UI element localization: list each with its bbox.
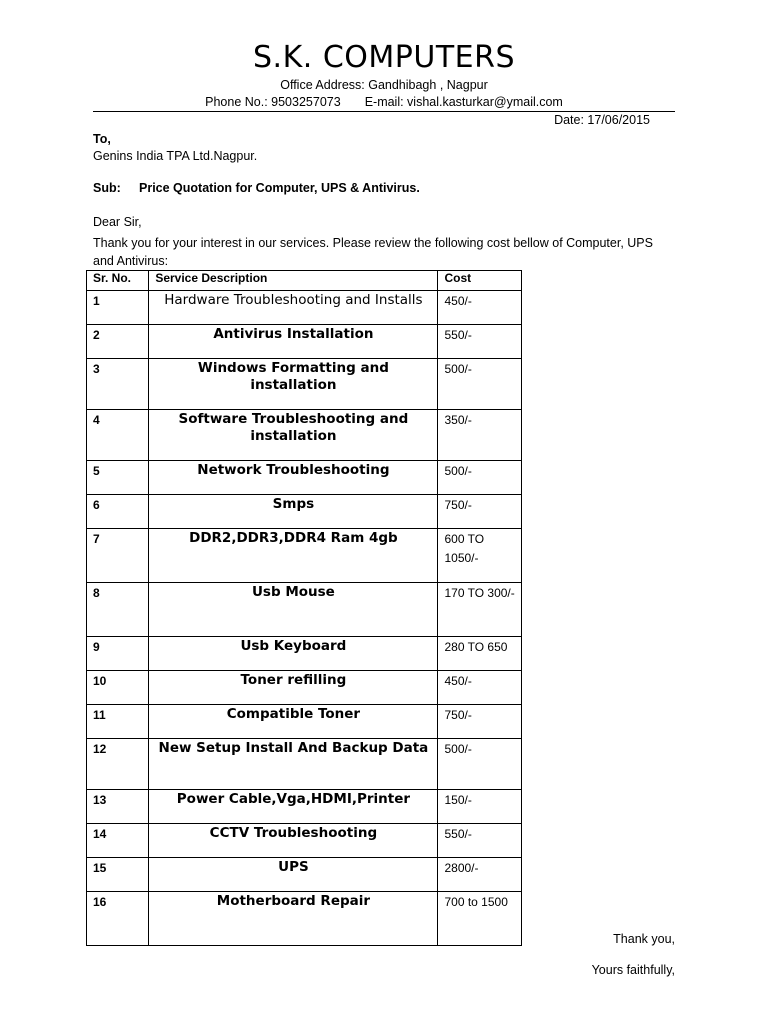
row-sr-no: 12: [87, 739, 149, 790]
row-sr-no: 3: [87, 359, 149, 410]
header-sr-no: Sr. No.: [87, 271, 149, 291]
row-description: Network Troubleshooting: [149, 461, 438, 495]
row-cost: 700 to 1500: [438, 892, 522, 946]
closing-signoff: Yours faithfully,: [591, 963, 675, 977]
closing-thanks: Thank you,: [613, 932, 675, 946]
table-row: [87, 583, 522, 637]
row-cost: 150/-: [438, 790, 522, 824]
row-description: UPS: [149, 858, 438, 892]
table-row: [87, 790, 522, 824]
row-sr-no: 15: [87, 858, 149, 892]
row-cost: 600 TO 1050/-: [438, 529, 522, 583]
table-row: [87, 739, 522, 790]
table-row: [87, 824, 522, 858]
table-row: [87, 410, 522, 461]
subject-line: [93, 181, 420, 195]
row-description: Compatible Toner: [149, 705, 438, 739]
phone-number: Phone No.: 9503257073: [205, 95, 341, 109]
company-title: S.K. COMPUTERS: [253, 40, 515, 75]
row-cost: 2800/-: [438, 858, 522, 892]
row-cost: 170 TO 300/-: [438, 583, 522, 637]
to-label: To,: [93, 132, 111, 146]
subject-text: Price Quotation for Computer, UPS & Antivirus.: [139, 181, 420, 195]
row-description: Usb Keyboard: [149, 637, 438, 671]
row-cost: 500/-: [438, 739, 522, 790]
recipient: Genins India TPA Ltd.Nagpur.: [93, 149, 258, 163]
contact-line: [0, 95, 768, 109]
row-cost: 550/-: [438, 824, 522, 858]
row-description: Power Cable,Vga,HDMI,Printer: [149, 790, 438, 824]
row-description: Hardware Troubleshooting and Installs: [149, 291, 438, 325]
row-sr-no: 14: [87, 824, 149, 858]
row-description: CCTV Troubleshooting: [149, 824, 438, 858]
row-sr-no: 4: [87, 410, 149, 461]
table-row: [87, 529, 522, 583]
table-row: [87, 325, 522, 359]
row-sr-no: 2: [87, 325, 149, 359]
table-row: [87, 637, 522, 671]
table-header-row: [87, 271, 522, 291]
row-description: Usb Mouse: [149, 583, 438, 637]
row-sr-no: 10: [87, 671, 149, 705]
row-sr-no: 8: [87, 583, 149, 637]
row-description: Software Troubleshooting and installation: [149, 410, 438, 461]
row-cost: 350/-: [438, 410, 522, 461]
row-cost: 550/-: [438, 325, 522, 359]
office-address: Office Address: Gandhibagh , Nagpur: [280, 78, 488, 92]
row-cost: 500/-: [438, 461, 522, 495]
row-sr-no: 5: [87, 461, 149, 495]
row-description: Smps: [149, 495, 438, 529]
table-row: [87, 291, 522, 325]
letter-date: Date: 17/06/2015: [554, 113, 650, 127]
row-sr-no: 1: [87, 291, 149, 325]
subject-label: Sub:: [93, 181, 121, 195]
salutation: Dear Sir,: [93, 215, 142, 229]
header-divider: [93, 111, 675, 112]
row-cost: 500/-: [438, 359, 522, 410]
row-description: New Setup Install And Backup Data: [149, 739, 438, 790]
row-sr-no: 9: [87, 637, 149, 671]
header-service-description: Service Description: [149, 271, 438, 291]
row-description: Motherboard Repair: [149, 892, 438, 946]
table-row: [87, 892, 522, 946]
row-description: Toner refilling: [149, 671, 438, 705]
row-cost: 450/-: [438, 291, 522, 325]
row-description: Windows Formatting and installation: [149, 359, 438, 410]
row-cost: 750/-: [438, 705, 522, 739]
row-sr-no: 6: [87, 495, 149, 529]
row-cost: 750/-: [438, 495, 522, 529]
table-row: [87, 359, 522, 410]
table-row: [87, 705, 522, 739]
table-row: [87, 671, 522, 705]
table-row: [87, 858, 522, 892]
email-address: E-mail: vishal.kasturkar@ymail.com: [364, 95, 563, 109]
quotation-table: [86, 270, 522, 946]
intro-paragraph: Thank you for your interest in our services. Please review the following cost bellow of Computer, UPS and Antivirus:: [93, 236, 653, 268]
row-description: DDR2,DDR3,DDR4 Ram 4gb: [149, 529, 438, 583]
row-cost: 280 TO 650: [438, 637, 522, 671]
row-sr-no: 16: [87, 892, 149, 946]
table-row: [87, 461, 522, 495]
header-cost: Cost: [438, 271, 522, 291]
table-row: [87, 495, 522, 529]
row-sr-no: 11: [87, 705, 149, 739]
row-sr-no: 7: [87, 529, 149, 583]
row-sr-no: 13: [87, 790, 149, 824]
row-cost: 450/-: [438, 671, 522, 705]
row-description: Antivirus Installation: [149, 325, 438, 359]
